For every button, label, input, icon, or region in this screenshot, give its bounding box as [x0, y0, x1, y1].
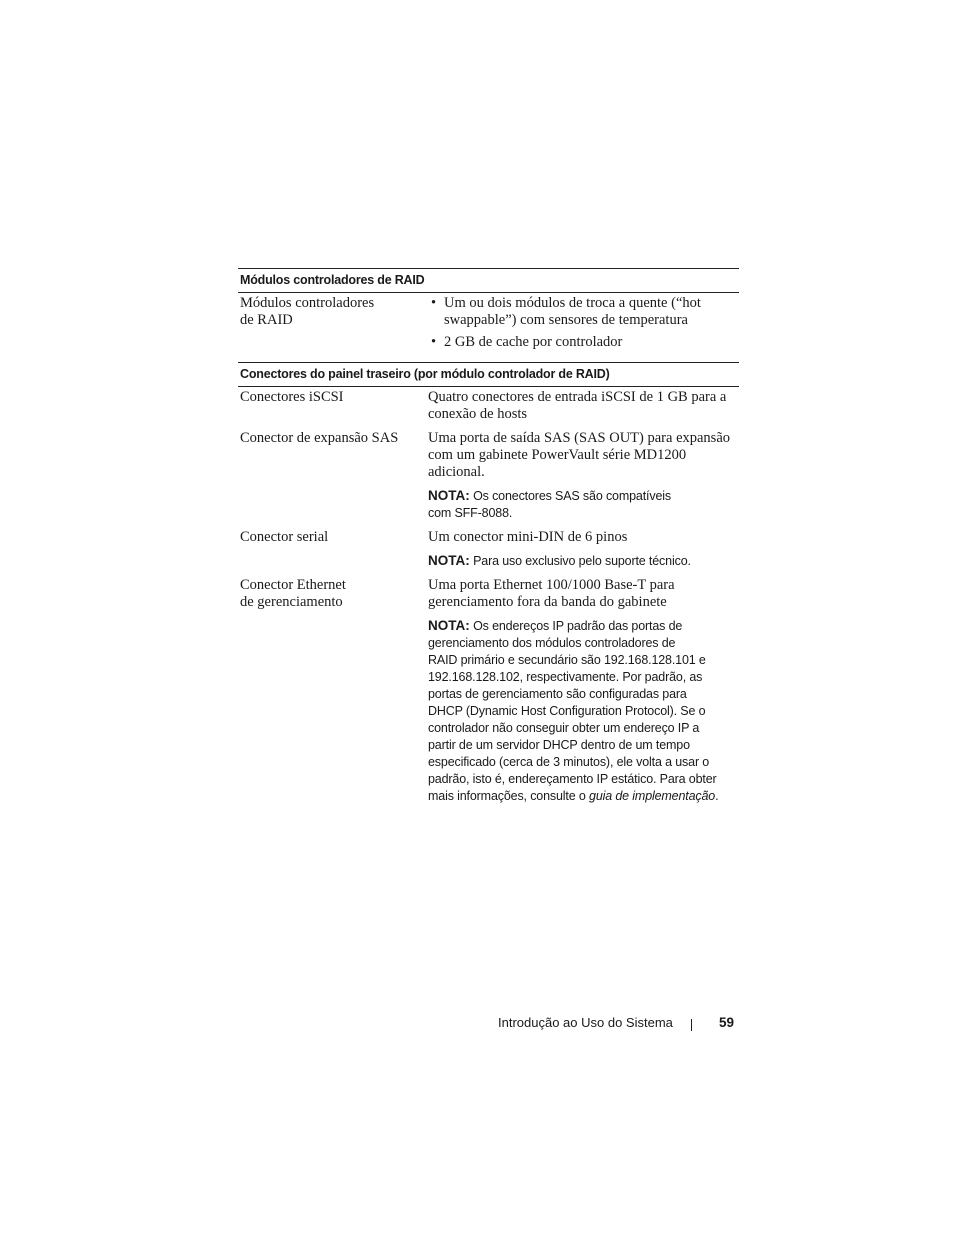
bullet-icon: • [431, 295, 437, 311]
note: NOTA: Os conectores SAS são compatíveis com SFF-8088. [428, 488, 671, 520]
table-row [238, 293, 739, 351]
row-label: Conectores iSCSI [240, 389, 344, 405]
table-row [238, 430, 739, 522]
row-content: Uma porta de saída SAS (SAS OUT) para expansão com um gabinete PowerVault série MD1200 adicional. NOTA: Os conectores SAS são compatíveis com SFF-8088. [428, 430, 737, 522]
table-row [238, 529, 739, 570]
note: NOTA: Os endereços IP padrão das portas de gerenciamento dos módulos controladores de RAID primário e secundário são 192.168.128.101 e 192.168.128.102, respectivamente. Por padrão, as portas de gerenciamento são configuradas para DHCP (Dynamic Host Configuration Protocol). Se o controlador não conseguir obter um endereço IP a partir de um servidor DHCP dentro de um tempo especificado (cerca de 3 minutos), ele volta a usar o padrão, isto é, endereçamento IP estático. Para obter mais informações, consulte o guia de implementação. [428, 618, 719, 803]
doc-reference: guia de implementação [589, 789, 716, 803]
section-header-raid-modules: Módulos controladores de RAID [238, 269, 739, 293]
note-label: NOTA: [428, 553, 470, 568]
list-item: • 2 GB de cache por controlador [428, 334, 737, 351]
row-label: Conector Ethernet de gerenciamento [240, 577, 346, 610]
row-label: Módulos controladores de RAID [240, 295, 375, 328]
footer-separator [691, 1019, 692, 1031]
footer-title: Introdução ao Uso do Sistema [498, 1015, 673, 1030]
section-header-rear-connectors: Conectores do painel traseiro (por módulo controlador de RAID) [238, 363, 739, 387]
table-row [238, 577, 739, 805]
note-label: NOTA: [428, 488, 470, 503]
row-content [428, 295, 737, 351]
note-label: NOTA: [428, 618, 470, 633]
row-label: Conector serial [240, 529, 329, 545]
row-label: Conector de expansão SAS [240, 430, 399, 446]
row-content: Quatro conectores de entrada iSCSI de 1 GB para a conexão de hosts [428, 389, 727, 422]
page-number: 59 [719, 1015, 735, 1030]
bullet-icon: • [431, 334, 437, 350]
row-content: Um conector mini-DIN de 6 pinos NOTA: Para uso exclusivo pelo suporte técnico. [428, 529, 737, 570]
table-row [238, 387, 739, 423]
list-item: • Um ou dois módulos de troca a quente (“hot swappable”) com sensores de temperatura [428, 295, 737, 329]
note: NOTA: Para uso exclusivo pelo suporte técnico. [428, 553, 691, 568]
row-content: Uma porta Ethernet 100/1000 Base-T para gerenciamento fora da banda do gabinete NOTA: Os endereços IP padrão das portas de gerenciamento dos módulos controladores de RAID primário e secundário são 192.168.128.101 e 192.168.128.102, respectivamente. Por padrão, as portas de gerenciamento são configuradas para DHCP (Dynamic Host Configuration Protocol). Se o controlador não conseguir obter um endereço IP a partir de um servidor DHCP dentro de um tempo especificado (cerca de 3 minutos), ele volta a usar o padrão, isto é, endereçamento IP estático. Para obter mais informações, consulte o guia de implementação. [428, 577, 737, 805]
spec-table [238, 268, 739, 805]
